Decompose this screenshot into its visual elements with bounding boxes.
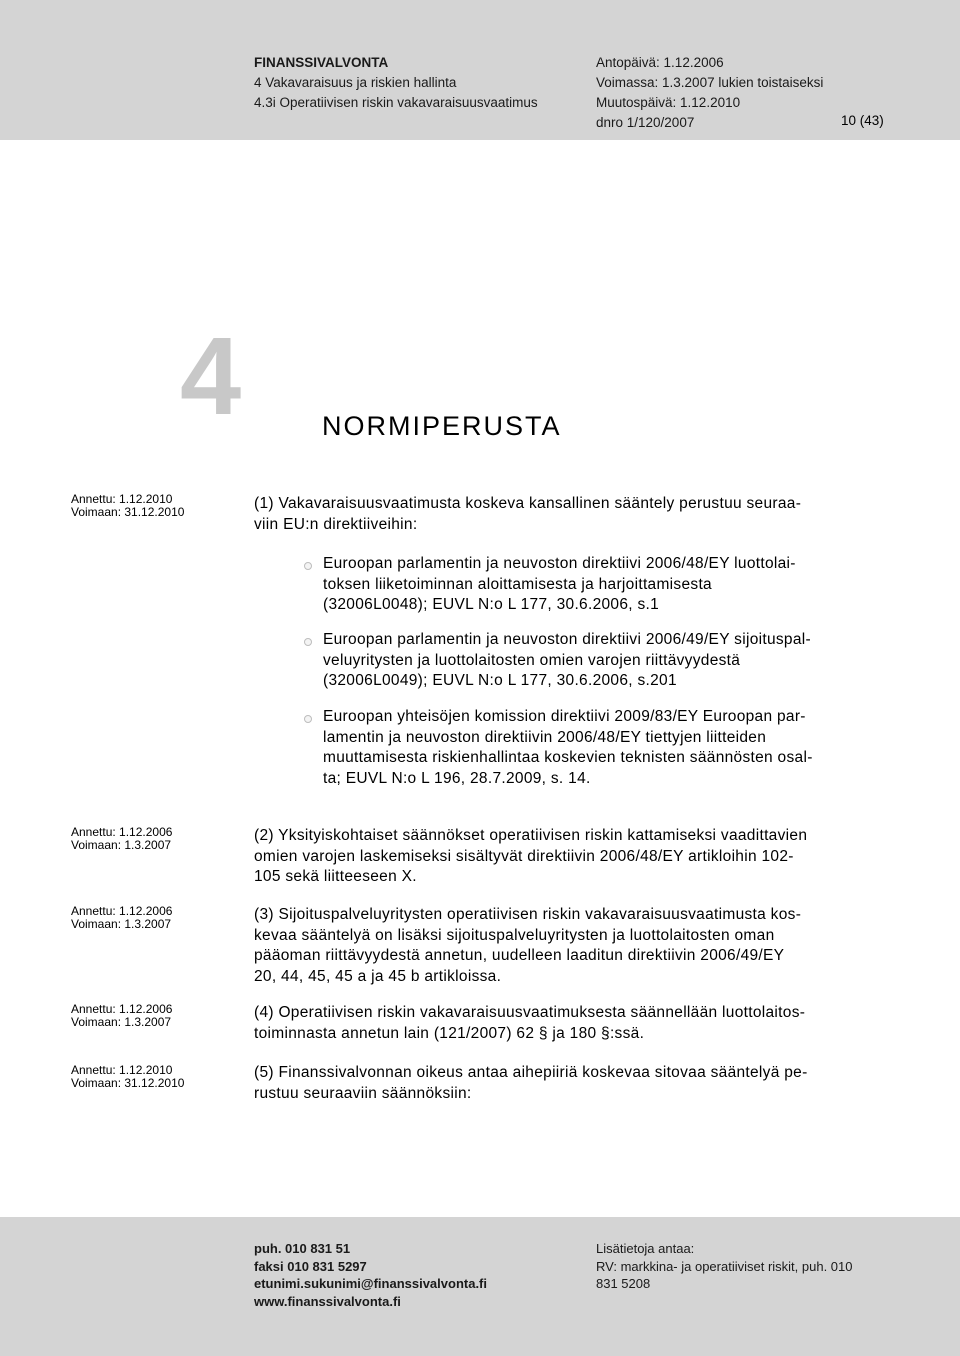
bullet-item <box>323 554 883 616</box>
text-line: ta; EUVL N:o L 196, 28.7.2009, s. 14. <box>323 769 591 787</box>
annettu-date: Annettu: 1.12.2006 <box>71 825 173 839</box>
footer-info-label: Lisätietoja antaa: <box>596 1241 695 1256</box>
text-line: (2) Yksityiskohtaiset säännökset operatiivisen riskin kattamiseksi vaadittavien <box>254 827 808 844</box>
margin-note <box>71 826 172 852</box>
text-line: pääoman riittävyydestä annetun, uudelleen laaditun direktiivin 2006/49/EY <box>254 947 785 964</box>
text-line: rustuu seuraaviin säännöksiin: <box>254 1084 472 1102</box>
header-left <box>254 53 538 113</box>
footer-phone: puh. 010 831 51 <box>254 1241 351 1256</box>
text-line: (32006L0048); EUVL N:o L 177, 30.6.2006, s.1 <box>323 596 660 613</box>
voimaan-date: Voimaan: 1.3.2007 <box>71 917 172 931</box>
text-line: 20, 44, 45, 45 a ja 45 b artikloissa. <box>254 967 502 985</box>
text-line: viin EU:n direktiiveihin: <box>254 515 418 533</box>
bullet-item <box>323 707 883 789</box>
voimaan-date: Voimaan: 31.12.2010 <box>71 505 185 519</box>
footer-website[interactable]: www.finanssivalvonta.fi <box>254 1293 401 1309</box>
validity: Voimassa: 1.3.2007 lukien toistaiseksi <box>596 75 824 90</box>
annettu-date: Annettu: 1.12.2006 <box>71 904 173 918</box>
bullet-dot-icon <box>304 638 312 646</box>
paragraph-4 <box>254 1003 894 1044</box>
change-date: Muutospäivä: 1.12.2010 <box>596 95 741 110</box>
text-line: veluyritysten ja luottolaitosten omien varojen riittävyydestä <box>323 651 741 669</box>
annettu-date: Annettu: 1.12.2006 <box>71 1002 173 1016</box>
bullet-dot-icon <box>304 562 312 570</box>
text-line: Euroopan parlamentin ja neuvoston direktiivi 2006/48/EY luottolai- <box>323 555 796 572</box>
organization-name: FINANSSIVALVONTA <box>254 55 389 70</box>
footer-email[interactable]: etunimi.sukunimi@finanssivalvonta.fi <box>254 1276 487 1291</box>
chapter-number: 4 <box>180 315 242 438</box>
voimaan-date: Voimaan: 31.12.2010 <box>71 1076 185 1090</box>
text-line: toiminnasta annetun lain (121/2007) 62 § ja 180 §:ssä. <box>254 1024 645 1042</box>
paragraph-5 <box>254 1063 894 1104</box>
text-line: (5) Finanssivalvonnan oikeus antaa aihepiiriä koskevaa sitovaa sääntelyä pe- <box>254 1064 808 1081</box>
paragraph-3 <box>254 905 894 987</box>
text-line: (4) Operatiivisen riskin vakavaraisuusvaatimuksesta säännellään luottolaitos- <box>254 1004 806 1021</box>
margin-note <box>71 1003 172 1029</box>
voimaan-date: Voimaan: 1.3.2007 <box>71 838 172 852</box>
text-line: lamentin ja neuvoston direktiivin 2006/48/EY tiettyjen liitteiden <box>323 728 767 746</box>
footer-contact <box>254 1240 487 1310</box>
margin-note <box>71 1064 184 1090</box>
text-line: muuttamisesta riskienhallintaa koskevien teknisten säännösten osal- <box>323 749 813 766</box>
paragraph-2 <box>254 826 894 888</box>
text-line: kevaa sääntelyä on lisäksi sijoituspalveluyritysten ja luottolaitosten oman <box>254 926 775 944</box>
margin-note <box>71 905 172 931</box>
header-subsection: 4.3i Operatiivisen riskin vakavaraisuusvaatimus <box>254 95 538 110</box>
text-line: omien varojen laskemiseksi sisältyvät direktiivin 2006/48/EY artikloihin 102- <box>254 847 794 865</box>
annettu-date: Annettu: 1.12.2010 <box>71 1063 173 1077</box>
chapter-title: NORMIPERUSTA <box>322 411 562 441</box>
bullet-item <box>323 630 883 692</box>
text-line: (1) Vakavaraisuusvaatimusta koskeva kansallinen sääntely perustuu seuraa- <box>254 495 802 512</box>
footer-info <box>596 1240 853 1293</box>
record-number: dnro 1/120/2007 <box>596 115 695 130</box>
margin-note <box>71 493 184 519</box>
footer-info-line: 831 5208 <box>596 1276 651 1291</box>
footer-fax: faksi 010 831 5297 <box>254 1258 367 1274</box>
voimaan-date: Voimaan: 1.3.2007 <box>71 1015 172 1029</box>
text-line: toksen liiketoiminnan aloittamisesta ja harjoittamisesta <box>323 575 712 593</box>
annettu-date: Annettu: 1.12.2010 <box>71 492 173 506</box>
header-section: 4 Vakavaraisuus ja riskien hallinta <box>254 75 457 90</box>
text-line: (32006L0049); EUVL N:o L 177, 30.6.2006, s.201 <box>323 672 677 689</box>
footer-info-line: RV: markkina- ja operatiiviset riskit, puh. 010 <box>596 1258 853 1274</box>
text-line: 105 sekä liitteeseen X. <box>254 868 417 885</box>
issue-date: Antopäivä: 1.12.2006 <box>596 55 724 70</box>
page-number: 10 (43) <box>841 113 884 128</box>
bullet-dot-icon <box>304 715 312 723</box>
paragraph-1 <box>254 494 894 535</box>
text-line: (3) Sijoituspalveluyritysten operatiivisen riskin vakavaraisuusvaatimusta kos- <box>254 906 802 923</box>
text-line: Euroopan yhteisöjen komission direktiivi 2009/83/EY Euroopan par- <box>323 708 806 725</box>
text-line: Euroopan parlamentin ja neuvoston direktiivi 2006/49/EY sijoituspal- <box>323 631 811 648</box>
header-right <box>596 53 823 133</box>
